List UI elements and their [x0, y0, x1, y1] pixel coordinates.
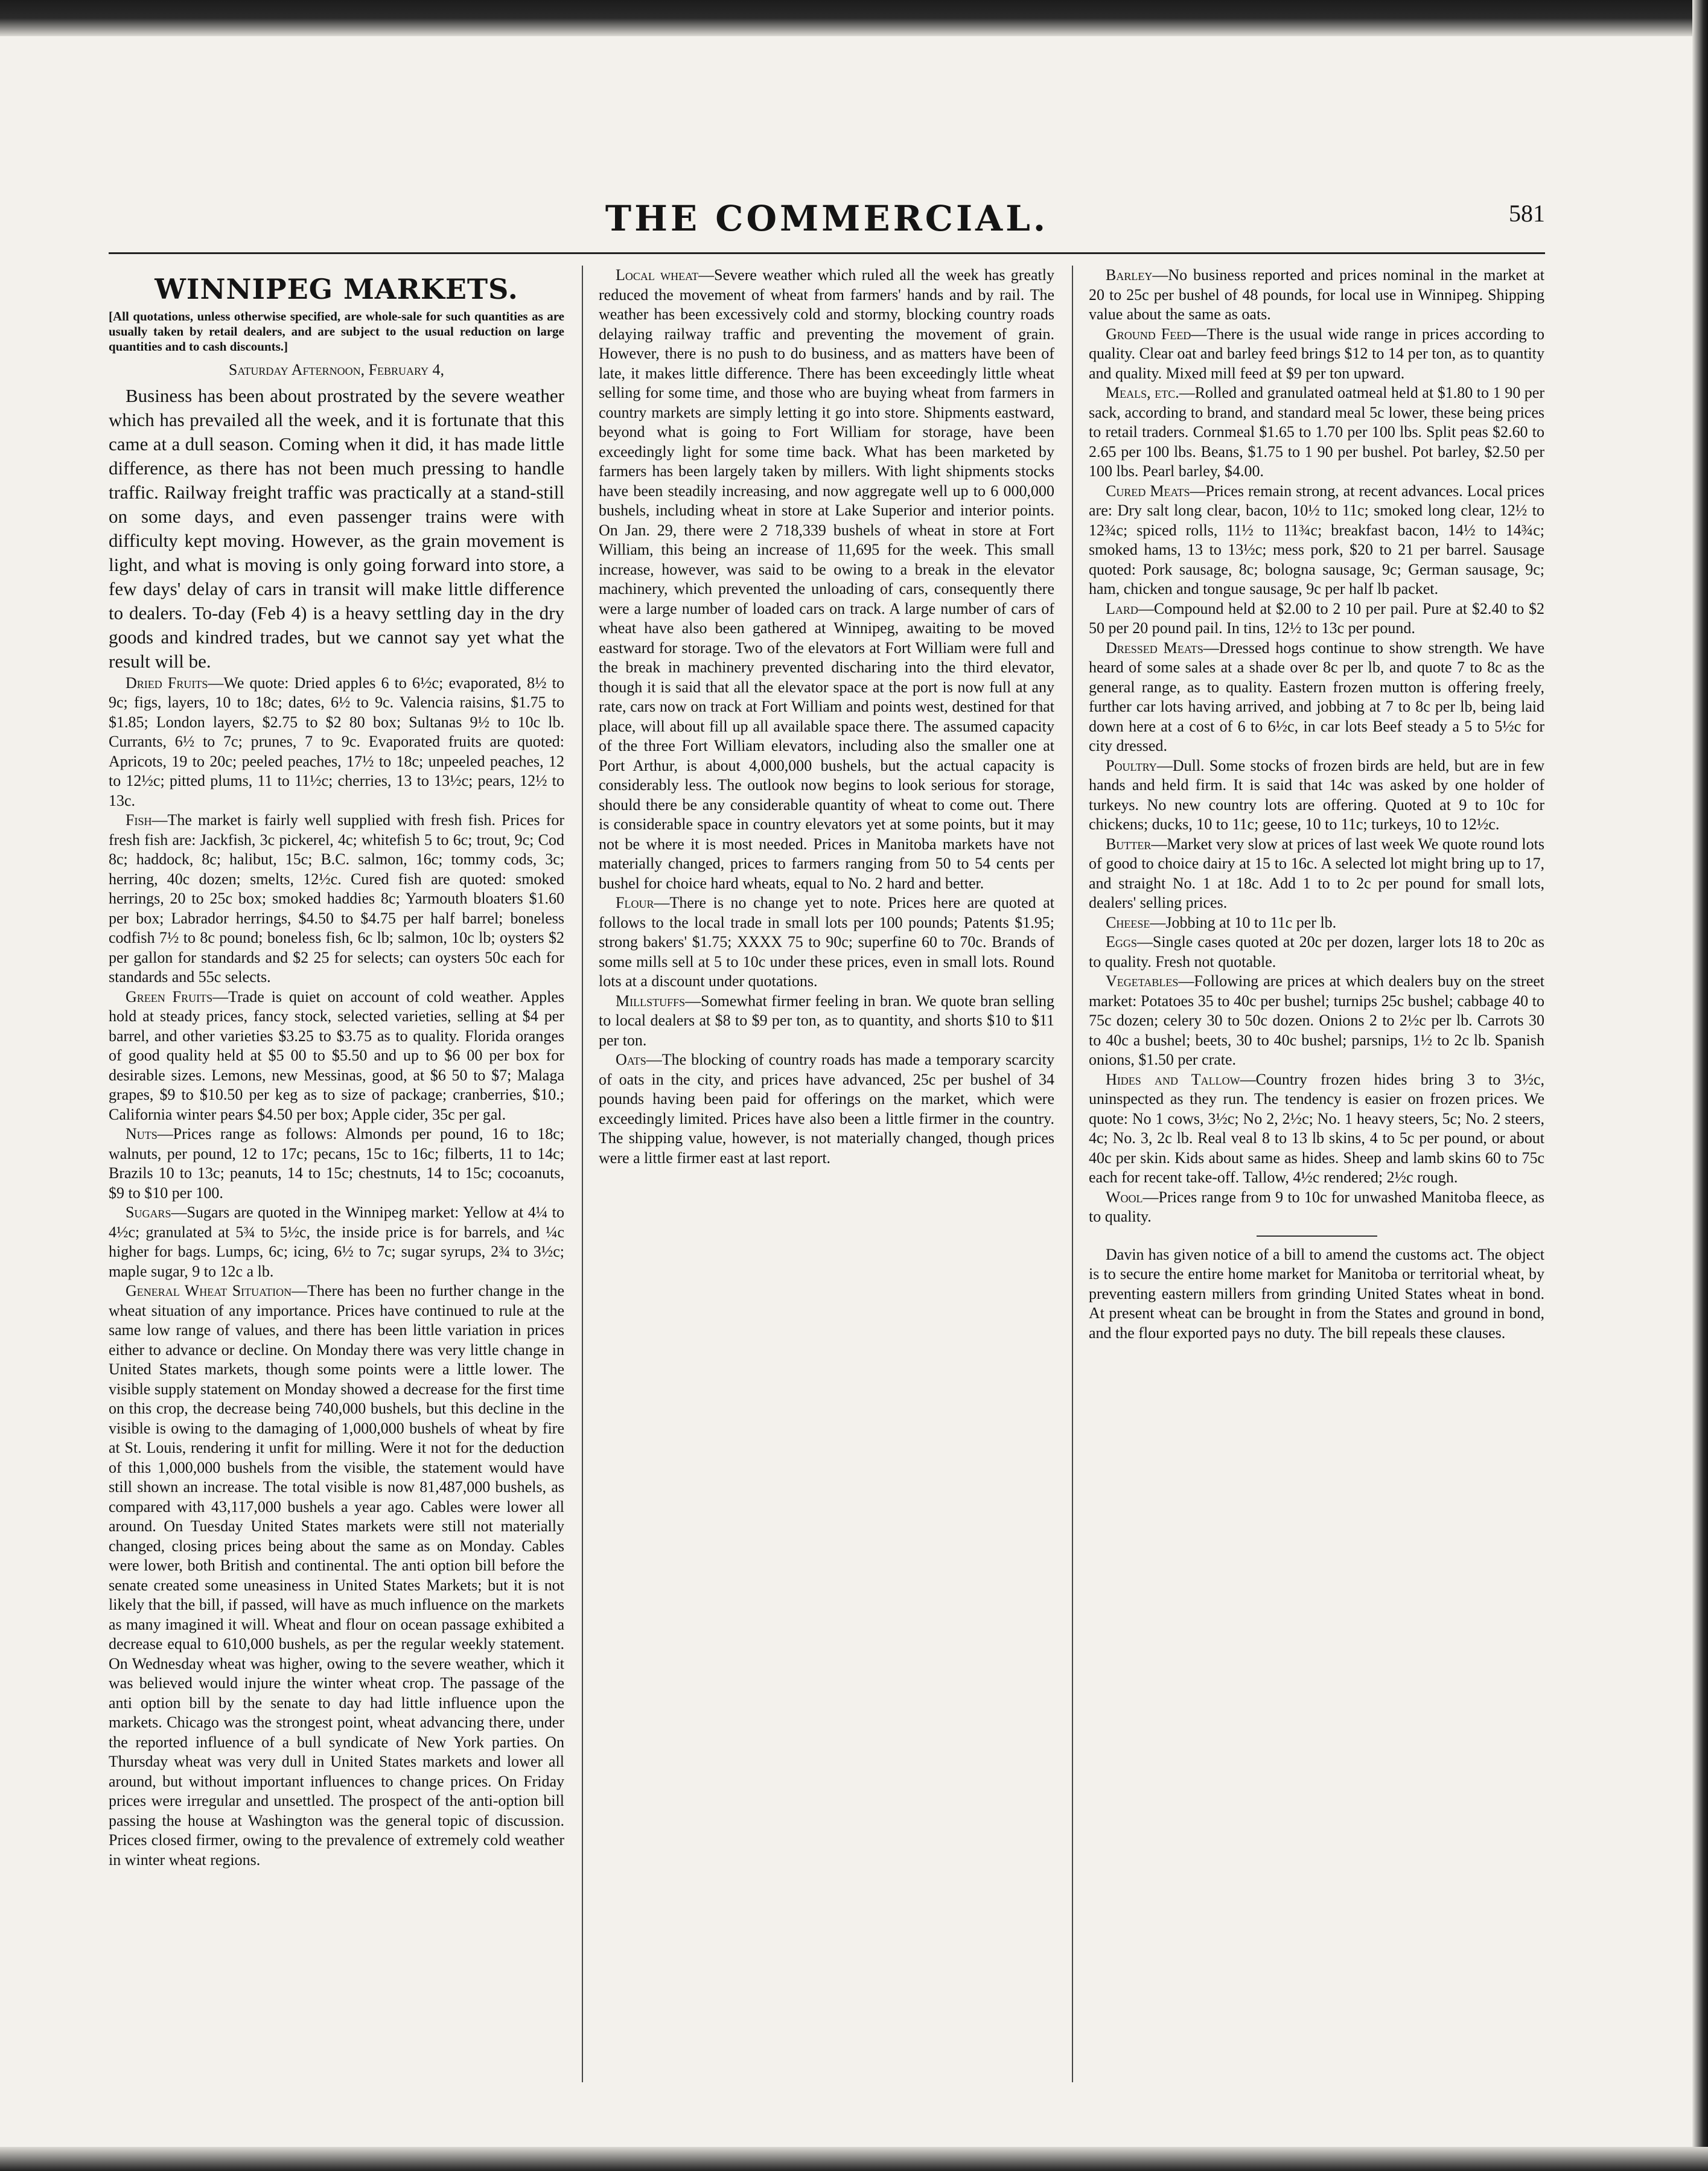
- section-body: There is no change yet to note. Prices here are quoted at follows to the local trade in small lots per 100 pounds; Patents $1.95; strong bakers' $1.75; XXXX 75 to 90c; superfine 60 to 70c. Brands of some mills sell at 5 to 10c under these prices, even in small lots. Round lots at a discount under quotations.: [599, 894, 1054, 990]
- market-section: [1089, 325, 1544, 384]
- closing-paragraph: Davin has given notice of a bill to amend the customs act. The object is to secure the entire home market for Manitoba or territorial wheat, by preventing eastern millers from grinding United States wheat in bond. At present wheat can be brought in from the States and ground in bond, and the flour exported pays no duty. The bill repeals these clauses.: [1089, 1245, 1544, 1342]
- section-separator: —: [685, 992, 701, 1010]
- section-separator: —: [1178, 972, 1194, 990]
- section-heading: Dressed Meats: [1106, 639, 1203, 657]
- market-sections-part-2: [599, 266, 1054, 1168]
- section-heading: Cured Meats: [1106, 482, 1190, 500]
- section-heading: Eggs: [1106, 933, 1137, 951]
- section-heading: Ground Feed: [1106, 325, 1191, 343]
- section-separator: —: [1142, 1188, 1159, 1206]
- section-heading: Nuts: [126, 1125, 158, 1143]
- section-separator: —: [151, 811, 168, 829]
- section-body: Compound held at $2.00 to 2 10 per pail. Pure at $2.40 to $2 50 per 20 pound pail. In tins, 12½ to 13c per pound.: [1089, 599, 1544, 637]
- section-separator: —: [1156, 756, 1173, 774]
- section-body: Trade is quiet on account of cold weather. Apples hold at steady prices, fancy stock, selected varieties, selling at $4 per barrel, and other varieties $3.25 to $3.75 as to quality. Florida oranges of good quality held at $5 00 to $5.50 and up to $6 00 per box for desirable sizes. Lemons, new Messinas, good, at $6 50 to $7; Malaga grapes, $9 to $10.50 per keg as to size of package; cranberries, $10.; California winter pears $4.50 per box; Apple cider, 35c per gal.: [109, 987, 564, 1123]
- section-body: The market is fairly well supplied with fresh fish. Prices for fresh fish are: Jackfish, 3c pickerel, 4c; whitefish 5 to 6c; trout, 9c; Cod 8c; haddock, 8c; halibut, 15c; B.C. salmon, 16c; tommy cods, 3c; herring, 40c dozen; smelts, 12½c. Cured fish are quoted: smoked herrings, 20 to 25c box; smoked haddies 8c; Yarmouth bloaters $1.60 per box; Labrador herrings, $4.50 to $4.75 per half barrel; boneless codfish 7½ to 8c pound; boneless fish, 6c lb; salmon, 10c lb; oysters $2 per gallon for standards and $2 25 for selects; can oysters 50c each for standards and 55c selects.: [109, 811, 564, 986]
- section-separator: —: [171, 1203, 187, 1221]
- page-number: 581: [1509, 200, 1545, 227]
- section-separator: —: [1190, 482, 1206, 500]
- section-heading: General Wheat Situation: [126, 1282, 292, 1299]
- market-section: [109, 1203, 564, 1281]
- section-body: No business reported and prices nominal in the market at 20 to 25c per bushel of 48 pounds, for local use in Winnipeg. Shipping value about the same as oats.: [1089, 266, 1544, 323]
- section-heading: Oats: [616, 1051, 646, 1068]
- column-2: [599, 266, 1054, 2082]
- section-separator: —: [1150, 913, 1166, 931]
- market-sections-part-3: [1089, 266, 1544, 1227]
- section-body: Dull. Some stocks of frozen birds are held, but are in few hands and held firm. It is said that 14c was asked by one holder of turkeys. No new country lots are offering. Quoted at 9 to 10c for chickens; ducks, 10 to 11c; geese, 10 to 11c; turkeys, 10 to 12½c.: [1089, 756, 1544, 833]
- market-section: [109, 1124, 564, 1203]
- section-separator: —: [698, 266, 715, 284]
- section-body: Dressed hogs continue to show strength. We have heard of some sales at a shade over 8c per lb, and quote 7 to 8c as the general range, as to quality. Eastern frozen mutton is offering freely, further car lots having arrived, and jobbing at 7 to 8c per lb, being laid down here at a cost of 6 to 6½c, in car lots Beef steady a 5 to 5½c for city dressed.: [1089, 639, 1544, 754]
- section-heading: Meals, etc.: [1106, 384, 1179, 401]
- section-separator: —: [654, 894, 670, 911]
- section-separator: —: [1240, 1070, 1256, 1088]
- section-heading: Butter: [1106, 835, 1152, 853]
- section-heading: Poultry: [1106, 756, 1157, 774]
- section-separator: —: [1152, 266, 1168, 284]
- market-section: [1089, 639, 1544, 756]
- market-section: [599, 266, 1054, 893]
- section-body: Prices range from 9 to 10c for unwashed Manitoba fleece, as to quality.: [1089, 1188, 1544, 1225]
- section-body: Following are prices at which dealers buy on the street market: Potatoes 35 to 40c per bushel; turnips 25c bushel; cabbage 40 to 75c dozen; celery 30 to 50c dozen. Onions 2 to 2½c per lb. Carrots 30 to 40c a bushel; beets, 30 to 40c bushel; parsnips, 1½ to 2c lb. Spanish onions, $1.50 per crate.: [1089, 972, 1544, 1068]
- scan-border-top: [0, 0, 1708, 36]
- section-body: Single cases quoted at 20c per dozen, larger lots 18 to 20c as to quality. Fresh not quotable.: [1089, 933, 1544, 971]
- market-section: [1089, 599, 1544, 639]
- section-body: Severe weather which ruled all the week has greatly reduced the movement of wheat from farmers' hands and by rail. The weather has been excessively cold and stormy, blocking country roads delaying railway traffic and preventing the movement of grain. However, there is no push to do business, and as matters have been of late, it makes little difference. There has been exceedingly little wheat selling for some time, and those who are buying wheat from farmers in country markets are simply letting it go into store. Shipments eastward, beyond what is going to Fort William for storage, have been exceedingly light for some time back. What has been marketed by farmers has been largely taken by millers. With light shipments stocks have been steadily increasing, and now aggregate well up to 6 000,000 bushels, including wheat in store at Lake Superior and interior points. On Jan. 29, there were 2 718,339 bushels of wheat in store at Fort William, this being an increase of 11,695 for the week. This small increase, however, was said to be owing to a break in the elevator machinery, which prevented the unloading of cars, consequently there were a large number of loaded cars on track. A large number of cars of wheat have also been gathered at Winnipeg, awaiting to be moved eastward for storage. Two of the elevators at Fort William were full and the break in machinery prevented discharing into the third elevator, though it is said that all the elevator space at the port is now full at any rate, cars now on track at Fort William and points west, destined for that place, will about fill up all available space there. The assumed capacity of the three Fort William elevators, including also the smaller one at Port Arthur, is about 4,000,000 bushels, but the actual capacity is considerably less. The outlook now begins to look serious for storage, should there be any considerable quantity of wheat to come out. There is considerable space in country elevators yet at some points, but it may not be where it is most needed. Prices in Manitoba markets have not materially changed, prices to farmers ranging from 50 to 54 cents per bushel for choice hard wheats, equal to No. 2 hard and better.: [599, 266, 1054, 892]
- market-section: [1089, 383, 1544, 482]
- section-separator: —: [1191, 325, 1207, 343]
- section-body: Prices remain strong, at recent advances. Local prices are: Dry salt long clear, bacon, 10½ to 11c; smoked long clear, 12½ to 12¾c; spiced rolls, 11½ to 11¾c; breakfast bacon, 14½ to 14¾c; smoked hams, 13 to 13½c; mess pork, $20 to 21 per barrel. Sausage quoted: Pork sausage, 8c; bologna sausage, 9c; German sausage, 9c; ham, chicken and tongue sausage, 9c per half lb packet.: [1089, 482, 1544, 598]
- section-heading: Green Fruits: [126, 987, 213, 1006]
- market-section: [599, 893, 1054, 992]
- market-section: [1089, 932, 1544, 972]
- section-heading: Millstuffs: [616, 992, 686, 1010]
- section-separator: —: [292, 1282, 308, 1299]
- quotation-note: [All quotations, unless otherwise specified, are whole-sale for such quantities as are usually taken by retail dealers, and are subject to the usual reduction on large quantities and to cash discounts.]: [109, 309, 564, 354]
- column-divider: [582, 266, 583, 2082]
- section-separator: —: [646, 1051, 662, 1068]
- section-separator: —: [1136, 933, 1153, 951]
- header-rule: [109, 252, 1545, 254]
- section-heading: Flour: [616, 894, 654, 911]
- section-body: There is the usual wide range in prices according to quality. Clear oat and barley feed brings $12 to 14 per ton, as to quantity and quality. Mixed mill feed at $9 per ton upward.: [1089, 325, 1544, 382]
- article-columns: [109, 266, 1545, 2082]
- market-section: [109, 987, 564, 1125]
- section-body: Prices range as follows: Almonds per pound, 16 to 18c; walnuts, per pound, 12 to 17c; pecans, 15c to 16c; filberts, 11 to 14c; Brazils 10 to 13c; peanuts, 14 to 15c; chestnuts, 14 to 15c; cocoanuts, $9 to $10 per 100.: [109, 1125, 564, 1202]
- section-heading: Wool: [1106, 1188, 1143, 1206]
- section-body: Sugars are quoted in the Winnipeg market: Yellow at 4¼ to 4½c; granulated at 5¾ to 5½c, the inside price is for barrels, and ¼c higher for bags. Lumps, 6c; icing, 6½ to 7c; sugar syrups, 2¾ to 3½c; maple sugar, 9 to 12c a lb.: [109, 1203, 564, 1280]
- column-1: [109, 266, 564, 2082]
- section-end-rule: [1257, 1235, 1377, 1237]
- column-3: [1089, 266, 1544, 2082]
- page-header: [109, 193, 1545, 241]
- column-divider: [1072, 266, 1073, 2082]
- section-heading: Dried Fruits: [126, 674, 208, 692]
- section-separator: —: [1138, 599, 1154, 617]
- section-separator: —: [208, 674, 224, 692]
- section-separator: —: [1203, 639, 1219, 657]
- section-heading: Local wheat: [616, 266, 699, 284]
- section-heading: Lard: [1106, 599, 1138, 617]
- section-body: Rolled and granulated oatmeal held at $1.80 to 1 90 per sack, according to brand, and standard meal 5c lower, these being prices to retail traders. Cornmeal $1.65 to 1.70 per 100 lbs. Split peas $2.60 to 2.65 per 100 lbs. Beans, $1.75 to 1 90 per bushel. Pot barley, $2.50 per 100 lbs. Pearl barley, $4.00.: [1089, 384, 1544, 480]
- article-title: WINNIPEG MARKETS.: [155, 273, 518, 305]
- market-section: [599, 1050, 1054, 1168]
- market-section: [599, 992, 1054, 1051]
- section-body: Market very slow at prices of last week We quote round lots of good to choice dairy at 15 to 16c. A selected lot might bring up to 17, and straight No. 1 at 18c. Add 1 to to 2c per pound for small lots, dealers' selling prices.: [1089, 835, 1544, 911]
- market-section: [1089, 972, 1544, 1070]
- section-separator: —: [1179, 384, 1195, 401]
- section-body: Country frozen hides bring 3 to 3½c, uninspected as they run. The tendency is easier on frozen prices. We quote: No 1 cows, 3½c; No 2, 2½c; No. 1 heavy steers, 5c; No. 2 steers, 4c; No. 3, 2c lb. Real veal 8 to 13 lb skins, 4 to 5c per pound, or about 40c per skin. Kids about same as hides. Sheep and lamb skins 60 to 75c each for recent take-off. Tallow, 4½c rendered; 2½c rough.: [1089, 1070, 1544, 1186]
- section-body: The blocking of country roads has made a temporary scarcity of oats in the city, and prices have advanced, 25c per bushel of 34 pounds having been paid for offerings on the market, which were exceedingly limited. Prices have also been a little firmer in the country. The shipping value, however, is not materially changed, though prices were a little firmer east at last report.: [599, 1051, 1054, 1167]
- scan-border-right: [1692, 0, 1708, 2171]
- intro-paragraph: Business has been about prostrated by the severe weather which has prevailed all the week, and it is fortunate that this came at a dull season. Coming when it did, it has made little difference, as there has not been much pressing to handle traffic. Railway freight traffic was practically at a stand-still on some days, and even passenger trains were with difficulty kept moving. However, as the grain movement is light, and what is moving is only going forward into store, a few days' delay of cars in transit will make little difference to dealers. To-day (Feb 4) is a heavy settling day in the dry goods and kindred trades, but we cannot say yet what the result will be.: [109, 384, 564, 672]
- market-section: [1089, 266, 1544, 325]
- scan-border-bottom: [0, 2147, 1708, 2171]
- market-section: [109, 1281, 564, 1870]
- market-section: [1089, 913, 1544, 933]
- section-heading: Vegetables: [1106, 972, 1179, 990]
- section-separator: —: [157, 1125, 173, 1143]
- section-body: Jobbing at 10 to 11c per lb.: [1165, 913, 1337, 931]
- section-heading: Fish: [126, 811, 152, 829]
- market-section: [1089, 756, 1544, 835]
- section-heading: Barley: [1106, 266, 1153, 284]
- section-body: Somewhat firmer feeling in bran. We quote bran selling to local dealers at $8 to $9 per ton, as to quantity, and shorts $10 to $11 per ton.: [599, 992, 1054, 1049]
- market-section: [1089, 1070, 1544, 1188]
- market-section: [1089, 482, 1544, 599]
- section-body: We quote: Dried apples 6 to 6½c; evaporated, 8½ to 9c; figs, layers, 10 to 18c; dates, 6½ to 9c. Valencia raisins, $1.75 to $1.85; London layers, $2.75 to $2 80 box; Sultanas 9½ to 10c lb. Currants, 6½ to 7c; prunes, 7 to 9c. Evaporated fruits are quoted: Apricots, 19 to 20c; peeled peaches, 17½ to 18c; unpeeled peaches, 12 to 12½c; pitted plums, 11 to 11½c; cherries, 13 to 13½c; pears, 12½ to 13c.: [109, 674, 564, 809]
- market-section: [109, 811, 564, 987]
- market-sections-part-1: [109, 674, 564, 1870]
- market-section: [109, 674, 564, 811]
- section-heading: Hides and Tallow: [1106, 1070, 1240, 1088]
- market-section: [1089, 835, 1544, 913]
- masthead: THE COMMERCIAL.: [605, 198, 1049, 239]
- section-heading: Cheese: [1106, 913, 1150, 931]
- dateline: Saturday Afternoon, February 4,: [228, 361, 445, 378]
- market-section: [1089, 1188, 1544, 1227]
- section-separator: —: [212, 987, 229, 1006]
- section-body: There has been no further change in the wheat situation of any importance. Prices have continued to rule at the same low range of values, and there has been little variation in prices either to advance or decline. On Monday there was very little change in United States markets, though some points were a little lower. The visible supply statement on Monday showed a decrease for the first time on this crop, the decrease being 740,000 bushels, but this decline in the visible is owing to the damaging of 1,000,000 bushels of wheat by fire at St. Louis, rendering it unfit for milling. Were it not for the deduction of this 1,000,000 bushels from the visible, the statement would have still shown an increase. The total visible is now 81,487,000 bushels, as compared with 43,117,000 bushels a year ago. Cables were lower all around. On Tuesday United States markets were still not materially changed, closing prices being about the same as on Monday. Cables were lower, both British and continental. The anti option bill before the senate created some uneasiness in United States Markets; but it is not likely that the bill, if passed, will have as much influence on the markets as many imagined it will. Wheat and flour on ocean passage exhibited a decrease equal to 610,000 bushels, as per the regular weekly statement. On Wednesday wheat was higher, owing to the severe weather, which it was believed would injure the winter wheat crop. The passage of the anti option bill by the senate to day had little influence upon the markets. Chicago was the strongest point, wheat advancing there, under the reported influence of a bull syndicate of New York parties. On Thursday wheat was very dull in United States markets and lower all around, but without important influences to change prices. On Friday prices were irregular and unsettled. The prospect of the anti-option bill passing the house at Washington was the general topic of discussion. Prices closed firmer, owing to the prevalence of extremely cold weather in winter wheat regions.: [109, 1282, 564, 1869]
- section-heading: Sugars: [126, 1203, 171, 1221]
- section-separator: —: [1151, 835, 1167, 853]
